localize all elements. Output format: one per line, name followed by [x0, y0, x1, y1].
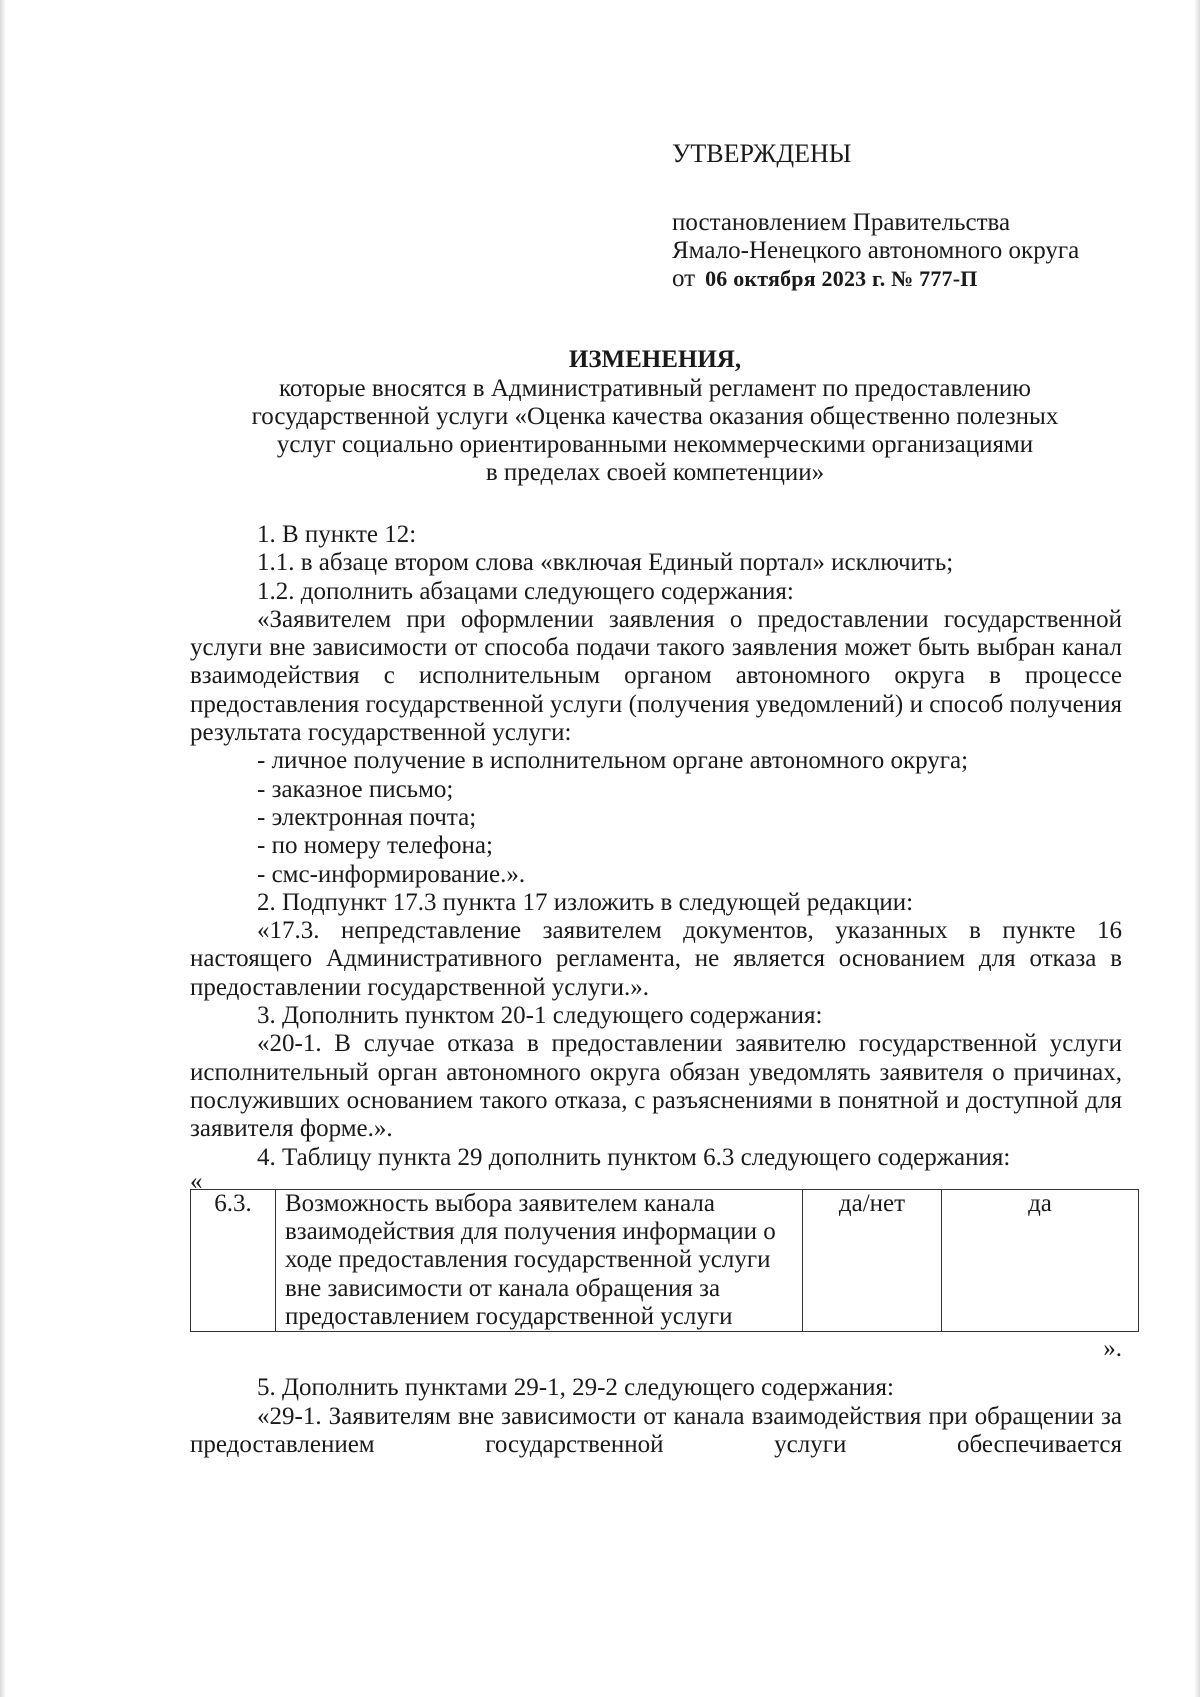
- paragraph-4: 4. Таблицу пункта 29 дополнить пунктом 6.3 следующего содержания:: [257, 1143, 1011, 1171]
- table-close-quote: ».: [1103, 1335, 1122, 1363]
- paragraph-1-1: 1.1. в абзаце втором слова «включая Единый портал» исключить;: [257, 549, 954, 577]
- list-item: - по номеру телефона;: [257, 832, 493, 860]
- table-cell-number: 6.3.: [191, 1189, 276, 1331]
- paragraph-5-quote: «29-1. Заявителям вне зависимости от канала взаимодействия при обращении за предоставлением государственной услуги обеспечивается: [190, 1402, 1122, 1458]
- paragraph-1-quote: «Заявителем при оформлении заявления о предоставлении государственной услуги вне зависимости от способа подачи такого заявления может быть выбран канал взаимодействия с исполнительным органом автономного округа в процессе предоставления государственной услуги (получения уведомлений) и способ получения результата государственной услуги:: [190, 605, 1122, 747]
- table-cell-text: Возможность выбора заявителем канала взаимодействия для получения информации о ходе предоставления государственной услуги вне зависимости от канала обращения за предоставлением государственной услуги: [276, 1189, 803, 1331]
- paragraph-2-quote: «17.3. непредставление заявителем документов, указанных в пункте 16 настоящего Административного регламента, не является основанием для отказа в предоставлении государственной услуги.».: [190, 917, 1122, 1001]
- paragraph-1: 1. В пункте 12:: [257, 521, 417, 548]
- list-item: - смс-информирование.».: [257, 860, 526, 888]
- approval-line-1: постановлением Правительства: [672, 209, 1011, 236]
- list-item: - заказное письмо;: [257, 775, 454, 803]
- approval-block: [672, 140, 1079, 293]
- spacer: [190, 1364, 1122, 1374]
- paragraph-3-quote: «20-1. В случае отказа в предоставлении заявителю государственной услуги исполнительный орган автономного округа обязан уведомлять заявителя о причинах, послуживших основанием такого отказа, с разъяснениями в понятной и доступной для заявителя форме.».: [190, 1030, 1122, 1143]
- page-edge-right: [1194, 0, 1200, 1697]
- approval-date-value: 06 октября 2023 г. № 777-П: [705, 266, 978, 291]
- document-subtitle-line: в пределах своей компетенции»: [485, 459, 825, 486]
- document-subtitle-line: услуг социально ориентированными некоммерческими организациями: [276, 431, 1034, 458]
- approval-date-prefix: от: [672, 265, 696, 292]
- document-subtitle-line: государственной услуги «Оценка качества оказания общественно полезных: [251, 403, 1059, 430]
- document-body: [190, 521, 1122, 1459]
- paragraph-2: 2. Подпункт 17.3 пункта 17 изложить в следующей редакции:: [257, 888, 914, 916]
- document-title: ИЗМЕНЕНИЯ,: [568, 346, 742, 373]
- amendment-table: [190, 1189, 1139, 1332]
- table-row: [191, 1189, 1139, 1331]
- paragraph-1-2: 1.2. дополнить абзацами следующего содержания:: [257, 577, 794, 605]
- list-item: - личное получение в исполнительном органе автономного округа;: [257, 747, 969, 775]
- approval-line-2: Ямало-Ненецкого автономного округа: [672, 237, 1080, 264]
- approval-heading: УТВЕРЖДЕНЫ: [672, 139, 852, 168]
- table-open-quote: «: [190, 1167, 203, 1195]
- table-cell-unit: да/нет: [803, 1189, 942, 1331]
- table-cell-value: да: [942, 1189, 1139, 1331]
- document-title-block: [190, 346, 1120, 487]
- document-subtitle-line: которые вносятся в Административный регламент по предоставлению: [279, 375, 1031, 402]
- page-edge-left: [0, 0, 6, 1697]
- paragraph-5: 5. Дополнить пунктами 29-1, 29-2 следующего содержания:: [257, 1374, 894, 1402]
- list-item: - электронная почта;: [257, 803, 477, 831]
- approval-date-line: [672, 265, 1079, 293]
- paragraph-3: 3. Дополнить пунктом 20-1 следующего содержания:: [257, 1002, 823, 1030]
